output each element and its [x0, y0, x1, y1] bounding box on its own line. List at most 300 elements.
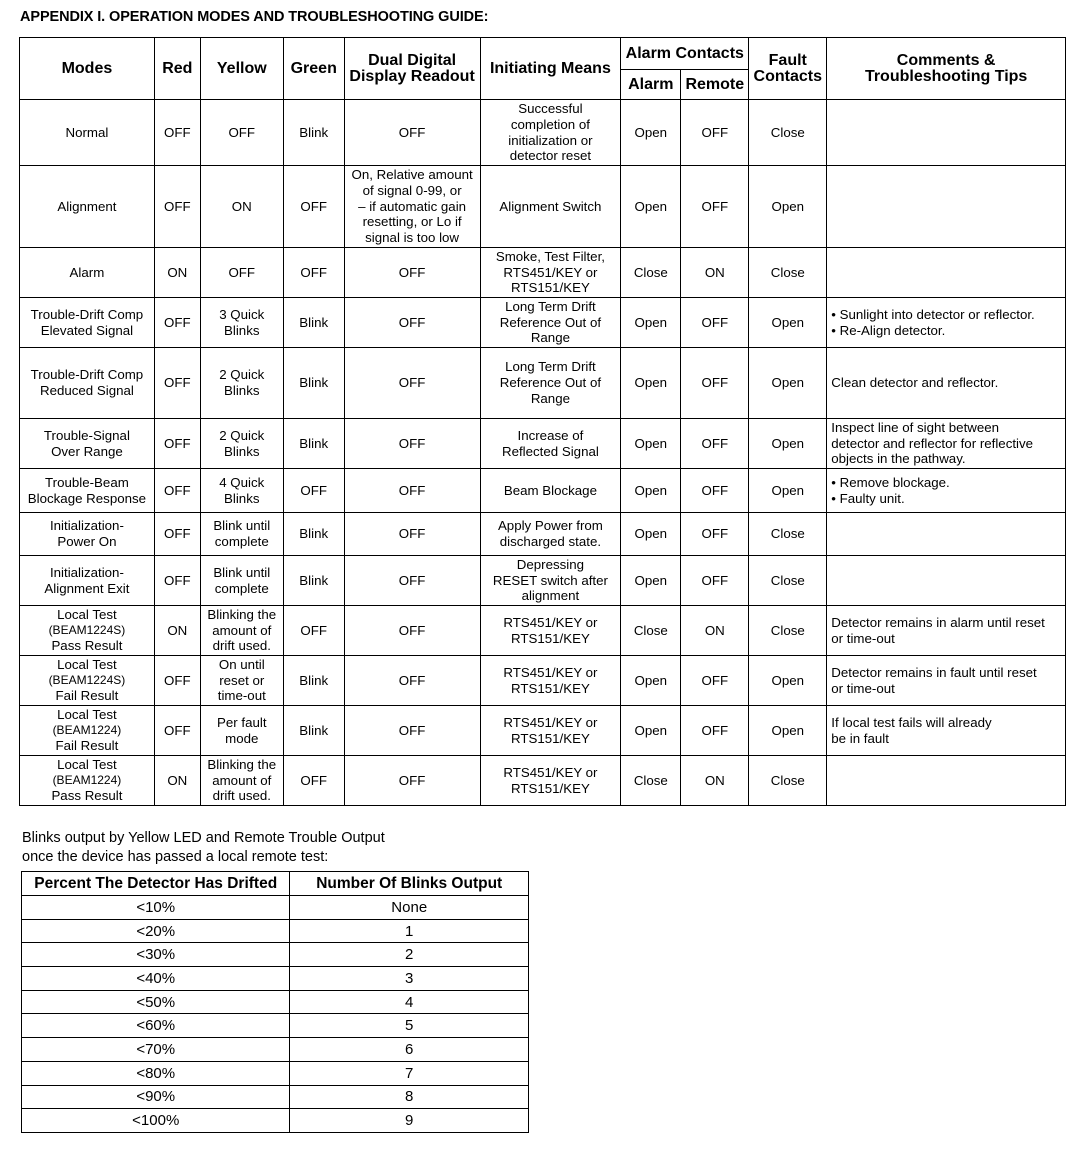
cell-fault: Open [749, 656, 827, 706]
cell-fault: Open [749, 298, 827, 348]
cell-alarm: Open [621, 656, 681, 706]
cell-line: On, Relative amount [351, 167, 473, 182]
cell-alarm: Open [621, 100, 681, 166]
cell-line: Alignment Switch [499, 198, 602, 214]
drift-row [22, 967, 529, 991]
cell-mode [20, 706, 155, 756]
cell-line: OFF [398, 375, 426, 391]
cell-mode [20, 100, 155, 166]
cell-alarm: Close [621, 756, 681, 806]
cell-percent: <90% [22, 1085, 290, 1109]
cell-line: Trouble-Drift Comp [30, 367, 144, 383]
cell-line: amount of [212, 622, 272, 638]
cell-comments [827, 706, 1066, 756]
cell-display [344, 469, 480, 513]
cell-initiating [480, 469, 621, 513]
cell-alarm: Open [621, 469, 681, 513]
header-comments-line: Troubleshooting Tips [864, 67, 1028, 85]
cell-yellow [200, 656, 283, 706]
cell-line: Reference Out of [499, 314, 602, 330]
table-row [20, 419, 1066, 469]
cell-line: RTS451/KEY or [503, 714, 598, 730]
cell-green: Blink [283, 298, 344, 348]
cell-line: Range [530, 390, 570, 406]
cell-mode [20, 656, 155, 706]
cell-line: Detector remains in fault until reset [831, 664, 1037, 680]
cell-initiating [480, 606, 621, 656]
cell-percent: <30% [22, 943, 290, 967]
cell-blinks: 6 [290, 1038, 529, 1062]
cell-line: Power On [57, 534, 117, 549]
cell-line: Trouble-Signal [43, 427, 130, 443]
cell-line: RTS451/KEY or [503, 264, 598, 280]
cell-line: complete [214, 580, 269, 596]
cell-blinks: None [290, 896, 529, 920]
cell-line: Long Term Drift [505, 359, 596, 375]
drift-row [22, 1109, 529, 1133]
cell-percent: <20% [22, 919, 290, 943]
cell-line: Fail Result [55, 688, 119, 704]
cell-line: Alignment [57, 198, 117, 214]
header-comments-line: Comments & [896, 51, 996, 69]
cell-line: Initialization- [49, 564, 124, 580]
cell-line: OFF [228, 124, 256, 140]
cell-blinks: 4 [290, 990, 529, 1014]
cell-red: OFF [154, 298, 200, 348]
cell-blinks: 8 [290, 1085, 529, 1109]
cell-line: Local Test [57, 606, 117, 622]
header-alarm: Alarm [621, 70, 681, 100]
cell-line: drift used. [212, 638, 271, 654]
cell-line: Successful [518, 100, 583, 116]
cell-line: ON [231, 198, 252, 214]
header-remote: Remote [681, 70, 749, 100]
cell-line: RTS451/KEY or [503, 614, 598, 630]
cell-fault: Close [749, 513, 827, 556]
cell-fault: Open [749, 166, 827, 248]
cell-percent: <10% [22, 896, 290, 920]
cell-line: (BEAM1224S) [48, 672, 126, 687]
cell-line: or time-out [831, 680, 895, 696]
cell-fault: Close [749, 556, 827, 606]
cell-display [344, 248, 480, 298]
cell-mode [20, 513, 155, 556]
cell-line: OFF [398, 622, 426, 638]
cell-green: Blink [283, 513, 344, 556]
cell-line: of signal 0-99, or [362, 182, 462, 198]
cell-line: time-out [217, 688, 266, 704]
cell-line: If local test fails will already [831, 714, 992, 730]
cell-green: OFF [283, 756, 344, 806]
cell-initiating [480, 298, 621, 348]
cell-yellow [200, 248, 283, 298]
cell-line: Depressing [516, 556, 585, 572]
cell-yellow [200, 166, 283, 248]
cell-line: Local Test [57, 706, 117, 722]
cell-line: RESET switch after [492, 572, 608, 588]
cell-line: detector and reflector for reflective [831, 435, 1034, 451]
cell-line: 4 Quick [219, 474, 265, 490]
cell-line: RTS151/KEY [510, 630, 590, 646]
cell-fault: Close [749, 606, 827, 656]
cell-line: Alignment Exit [44, 580, 130, 596]
cell-display [344, 298, 480, 348]
drift-row [22, 919, 529, 943]
cell-line: RTS451/KEY or [503, 664, 598, 680]
cell-line: Blinks [224, 443, 260, 459]
table-row [20, 756, 1066, 806]
table-row [20, 166, 1066, 248]
cell-red: ON [154, 606, 200, 656]
cell-initiating [480, 556, 621, 606]
cell-percent: <40% [22, 967, 290, 991]
drift-row [22, 1061, 529, 1085]
cell-fault: Close [749, 248, 827, 298]
cell-line: RTS151/KEY [510, 680, 590, 696]
cell-line: complete [214, 534, 269, 549]
cell-line: Blinks [224, 383, 260, 398]
cell-blinks: 9 [290, 1109, 529, 1133]
table-row [20, 606, 1066, 656]
table-row [20, 706, 1066, 756]
table-row [20, 248, 1066, 298]
cell-comments [827, 166, 1066, 248]
cell-line: On until [218, 656, 265, 672]
header-green: Green [283, 38, 344, 100]
cell-green: Blink [283, 419, 344, 469]
cell-mode [20, 298, 155, 348]
cell-comments [827, 513, 1066, 556]
header-fault-line: Fault [768, 51, 807, 69]
cell-mode [20, 248, 155, 298]
cell-line: Reduced Signal [39, 383, 134, 398]
cell-remote: OFF [681, 419, 749, 469]
cell-alarm: Open [621, 166, 681, 248]
cell-red: OFF [154, 419, 200, 469]
drift-row [22, 990, 529, 1014]
header-modes: Modes [20, 38, 155, 100]
cell-line: Elevated Signal [40, 322, 134, 338]
cell-line: drift used. [212, 788, 271, 804]
cell-line: Clean detector and reflector. [831, 375, 999, 391]
cell-comments [827, 419, 1066, 469]
cell-percent: <100% [22, 1109, 290, 1133]
cell-initiating [480, 100, 621, 166]
drift-blinks-table [21, 871, 529, 1133]
cell-yellow [200, 348, 283, 419]
cell-line: OFF [398, 526, 426, 542]
header-alarm-contacts: Alarm Contacts [621, 38, 749, 70]
cell-display [344, 706, 480, 756]
cell-comments [827, 556, 1066, 606]
header-yellow: Yellow [200, 38, 283, 100]
cell-red: ON [154, 248, 200, 298]
cell-yellow [200, 298, 283, 348]
cell-line: OFF [398, 264, 426, 280]
cell-remote: OFF [681, 298, 749, 348]
cell-line: • Remove blockage. [831, 474, 950, 490]
cell-remote: OFF [681, 556, 749, 606]
cell-line: 3 Quick [219, 306, 265, 322]
cell-line: OFF [398, 124, 426, 140]
cell-line: Local Test [57, 656, 117, 672]
cell-line: • Faulty unit. [831, 490, 905, 506]
cell-blinks: 2 [290, 943, 529, 967]
cell-fault: Open [749, 419, 827, 469]
cell-comments [827, 100, 1066, 166]
cell-line: (BEAM1224) [52, 772, 122, 787]
cell-green: Blink [283, 556, 344, 606]
cell-green: Blink [283, 706, 344, 756]
cell-line: Reference Out of [499, 375, 602, 391]
cell-comments [827, 469, 1066, 513]
cell-line: OFF [398, 314, 426, 330]
cell-percent: <50% [22, 990, 290, 1014]
cell-green: OFF [283, 166, 344, 248]
cell-remote: OFF [681, 469, 749, 513]
cell-display [344, 100, 480, 166]
cell-line: – if automatic gain [358, 198, 467, 214]
header-fault-contacts [749, 38, 827, 100]
cell-remote: OFF [681, 100, 749, 166]
cell-red: OFF [154, 100, 200, 166]
cell-line: Smoke, Test Filter, [495, 248, 605, 264]
table-row [20, 348, 1066, 419]
cell-line: Fail Result [55, 738, 119, 754]
table-row [20, 298, 1066, 348]
cell-alarm: Open [621, 556, 681, 606]
cell-line: RTS151/KEY [510, 730, 590, 746]
header-display-line: Dual Digital [368, 51, 457, 69]
header-percent-drifted: Percent The Detector Has Drifted [22, 872, 290, 896]
cell-red: ON [154, 756, 200, 806]
cell-line: Beam Blockage [503, 482, 597, 498]
cell-line: Per fault [217, 714, 267, 730]
cell-red: OFF [154, 469, 200, 513]
cell-yellow [200, 706, 283, 756]
header-display-line: Display Readout [349, 67, 475, 85]
cell-line: 2 Quick [219, 427, 265, 443]
cell-line: or time-out [831, 630, 895, 646]
cell-blinks: 7 [290, 1061, 529, 1085]
header-fault-line: Contacts [753, 67, 822, 85]
table-row [20, 469, 1066, 513]
cell-blinks: 3 [290, 967, 529, 991]
cell-percent: <70% [22, 1038, 290, 1062]
cell-line: initialization or [508, 132, 593, 148]
cell-comments [827, 348, 1066, 419]
cell-display [344, 656, 480, 706]
cell-line: detector reset [509, 148, 592, 164]
cell-line: (BEAM1224) [52, 722, 122, 737]
cell-line: be in fault [831, 730, 889, 746]
cell-green: Blink [283, 348, 344, 419]
cell-line: OFF [398, 572, 426, 588]
cell-line: amount of [212, 772, 272, 788]
cell-initiating [480, 513, 621, 556]
cell-line: Reflected Signal [501, 443, 599, 459]
header-red: Red [154, 38, 200, 100]
cell-remote: ON [681, 756, 749, 806]
cell-remote: ON [681, 606, 749, 656]
drift-note-line: once the device has passed a local remote test: [22, 849, 329, 865]
table-row [20, 656, 1066, 706]
cell-line: discharged state. [499, 534, 602, 549]
cell-line: reset or [219, 672, 265, 688]
cell-red: OFF [154, 166, 200, 248]
cell-line: RTS451/KEY or [503, 764, 598, 780]
cell-yellow [200, 469, 283, 513]
cell-line: RTS151/KEY [510, 280, 590, 296]
cell-alarm: Open [621, 706, 681, 756]
cell-initiating [480, 656, 621, 706]
cell-green: OFF [283, 248, 344, 298]
page-title: APPENDIX I. OPERATION MODES AND TROUBLESHOOTING GUIDE: [20, 9, 489, 25]
cell-line: Initialization- [49, 518, 124, 534]
cell-initiating [480, 348, 621, 419]
cell-blinks: 1 [290, 919, 529, 943]
cell-red: OFF [154, 513, 200, 556]
cell-red: OFF [154, 706, 200, 756]
cell-alarm: Open [621, 513, 681, 556]
cell-line: Blinking the [207, 756, 277, 772]
cell-line: Blinking the [207, 606, 277, 622]
cell-line: OFF [398, 772, 426, 788]
cell-line: signal is too low [365, 230, 460, 246]
cell-mode [20, 606, 155, 656]
cell-percent: <80% [22, 1061, 290, 1085]
cell-green: OFF [283, 606, 344, 656]
cell-yellow [200, 556, 283, 606]
cell-initiating [480, 706, 621, 756]
cell-line: Increase of [517, 427, 584, 443]
header-initiating-means: Initiating Means [480, 38, 621, 100]
cell-display [344, 756, 480, 806]
cell-initiating [480, 166, 621, 248]
drift-note-line: Blinks output by Yellow LED and Remote Trouble Output [22, 830, 385, 846]
cell-line: Long Term Drift [505, 298, 596, 314]
cell-fault: Open [749, 469, 827, 513]
cell-line: Blink until [213, 518, 271, 534]
cell-blinks: 5 [290, 1014, 529, 1038]
cell-red: OFF [154, 556, 200, 606]
cell-remote: OFF [681, 706, 749, 756]
cell-line: Range [530, 330, 570, 346]
header-display-readout [344, 38, 480, 100]
cell-line: OFF [398, 672, 426, 688]
table-row [20, 556, 1066, 606]
cell-line: • Sunlight into detector or reflector. [831, 306, 1035, 322]
cell-line: Normal [65, 124, 109, 140]
cell-mode [20, 348, 155, 419]
cell-fault: Close [749, 756, 827, 806]
cell-comments [827, 606, 1066, 656]
cell-comments [827, 756, 1066, 806]
cell-line: Blink until [213, 564, 271, 580]
header-comments [827, 38, 1066, 100]
cell-alarm: Close [621, 248, 681, 298]
cell-remote: OFF [681, 166, 749, 248]
drift-blinks-body [22, 896, 529, 1133]
cell-initiating [480, 756, 621, 806]
cell-display [344, 606, 480, 656]
cell-line: • Re-Align detector. [831, 322, 946, 338]
cell-display [344, 348, 480, 419]
cell-remote: OFF [681, 348, 749, 419]
cell-line: completion of [510, 116, 590, 132]
cell-yellow [200, 513, 283, 556]
drift-row [22, 896, 529, 920]
cell-remote: ON [681, 248, 749, 298]
cell-line: OFF [398, 482, 426, 498]
cell-yellow [200, 606, 283, 656]
cell-mode [20, 166, 155, 248]
cell-line: resetting, or Lo if [362, 214, 462, 230]
cell-line: Blinks [224, 322, 260, 338]
cell-line: Apply Power from [497, 518, 603, 534]
cell-yellow [200, 419, 283, 469]
cell-comments [827, 298, 1066, 348]
cell-remote: OFF [681, 656, 749, 706]
operation-modes-table [19, 37, 1066, 806]
cell-display [344, 419, 480, 469]
cell-red: OFF [154, 656, 200, 706]
cell-line: OFF [398, 435, 426, 451]
cell-line: mode [225, 730, 259, 746]
cell-line: Trouble-Beam [45, 474, 129, 490]
cell-green: Blink [283, 100, 344, 166]
cell-display [344, 513, 480, 556]
cell-line: Pass Result [51, 638, 123, 654]
cell-line: (BEAM1224S) [48, 622, 126, 637]
cell-alarm: Close [621, 606, 681, 656]
cell-alarm: Open [621, 419, 681, 469]
table-row [20, 513, 1066, 556]
operation-modes-body [20, 100, 1066, 806]
cell-mode [20, 419, 155, 469]
cell-red: OFF [154, 348, 200, 419]
cell-comments [827, 656, 1066, 706]
cell-line: alignment [521, 588, 580, 604]
cell-line: Pass Result [51, 788, 123, 804]
cell-line: Trouble-Drift Comp [30, 306, 144, 322]
cell-fault: Open [749, 706, 827, 756]
cell-initiating [480, 419, 621, 469]
cell-alarm: Open [621, 298, 681, 348]
table-row [20, 100, 1066, 166]
cell-line: Inspect line of sight between [831, 419, 1000, 435]
cell-yellow [200, 756, 283, 806]
cell-line: Blinks [224, 490, 260, 506]
header-number-of-blinks: Number Of Blinks Output [290, 872, 529, 896]
cell-green: OFF [283, 469, 344, 513]
cell-line: objects in the pathway. [831, 451, 966, 467]
cell-line: RTS151/KEY [510, 780, 590, 796]
cell-line: Over Range [51, 443, 123, 459]
cell-fault: Open [749, 348, 827, 419]
cell-line: OFF [398, 722, 426, 738]
cell-mode [20, 756, 155, 806]
cell-fault: Close [749, 100, 827, 166]
cell-mode [20, 556, 155, 606]
cell-line: Blockage Response [27, 490, 147, 506]
cell-yellow [200, 100, 283, 166]
cell-line: Detector remains in alarm until reset [831, 614, 1045, 630]
cell-display [344, 556, 480, 606]
cell-line: Local Test [57, 756, 117, 772]
cell-green: Blink [283, 656, 344, 706]
drift-row [22, 943, 529, 967]
